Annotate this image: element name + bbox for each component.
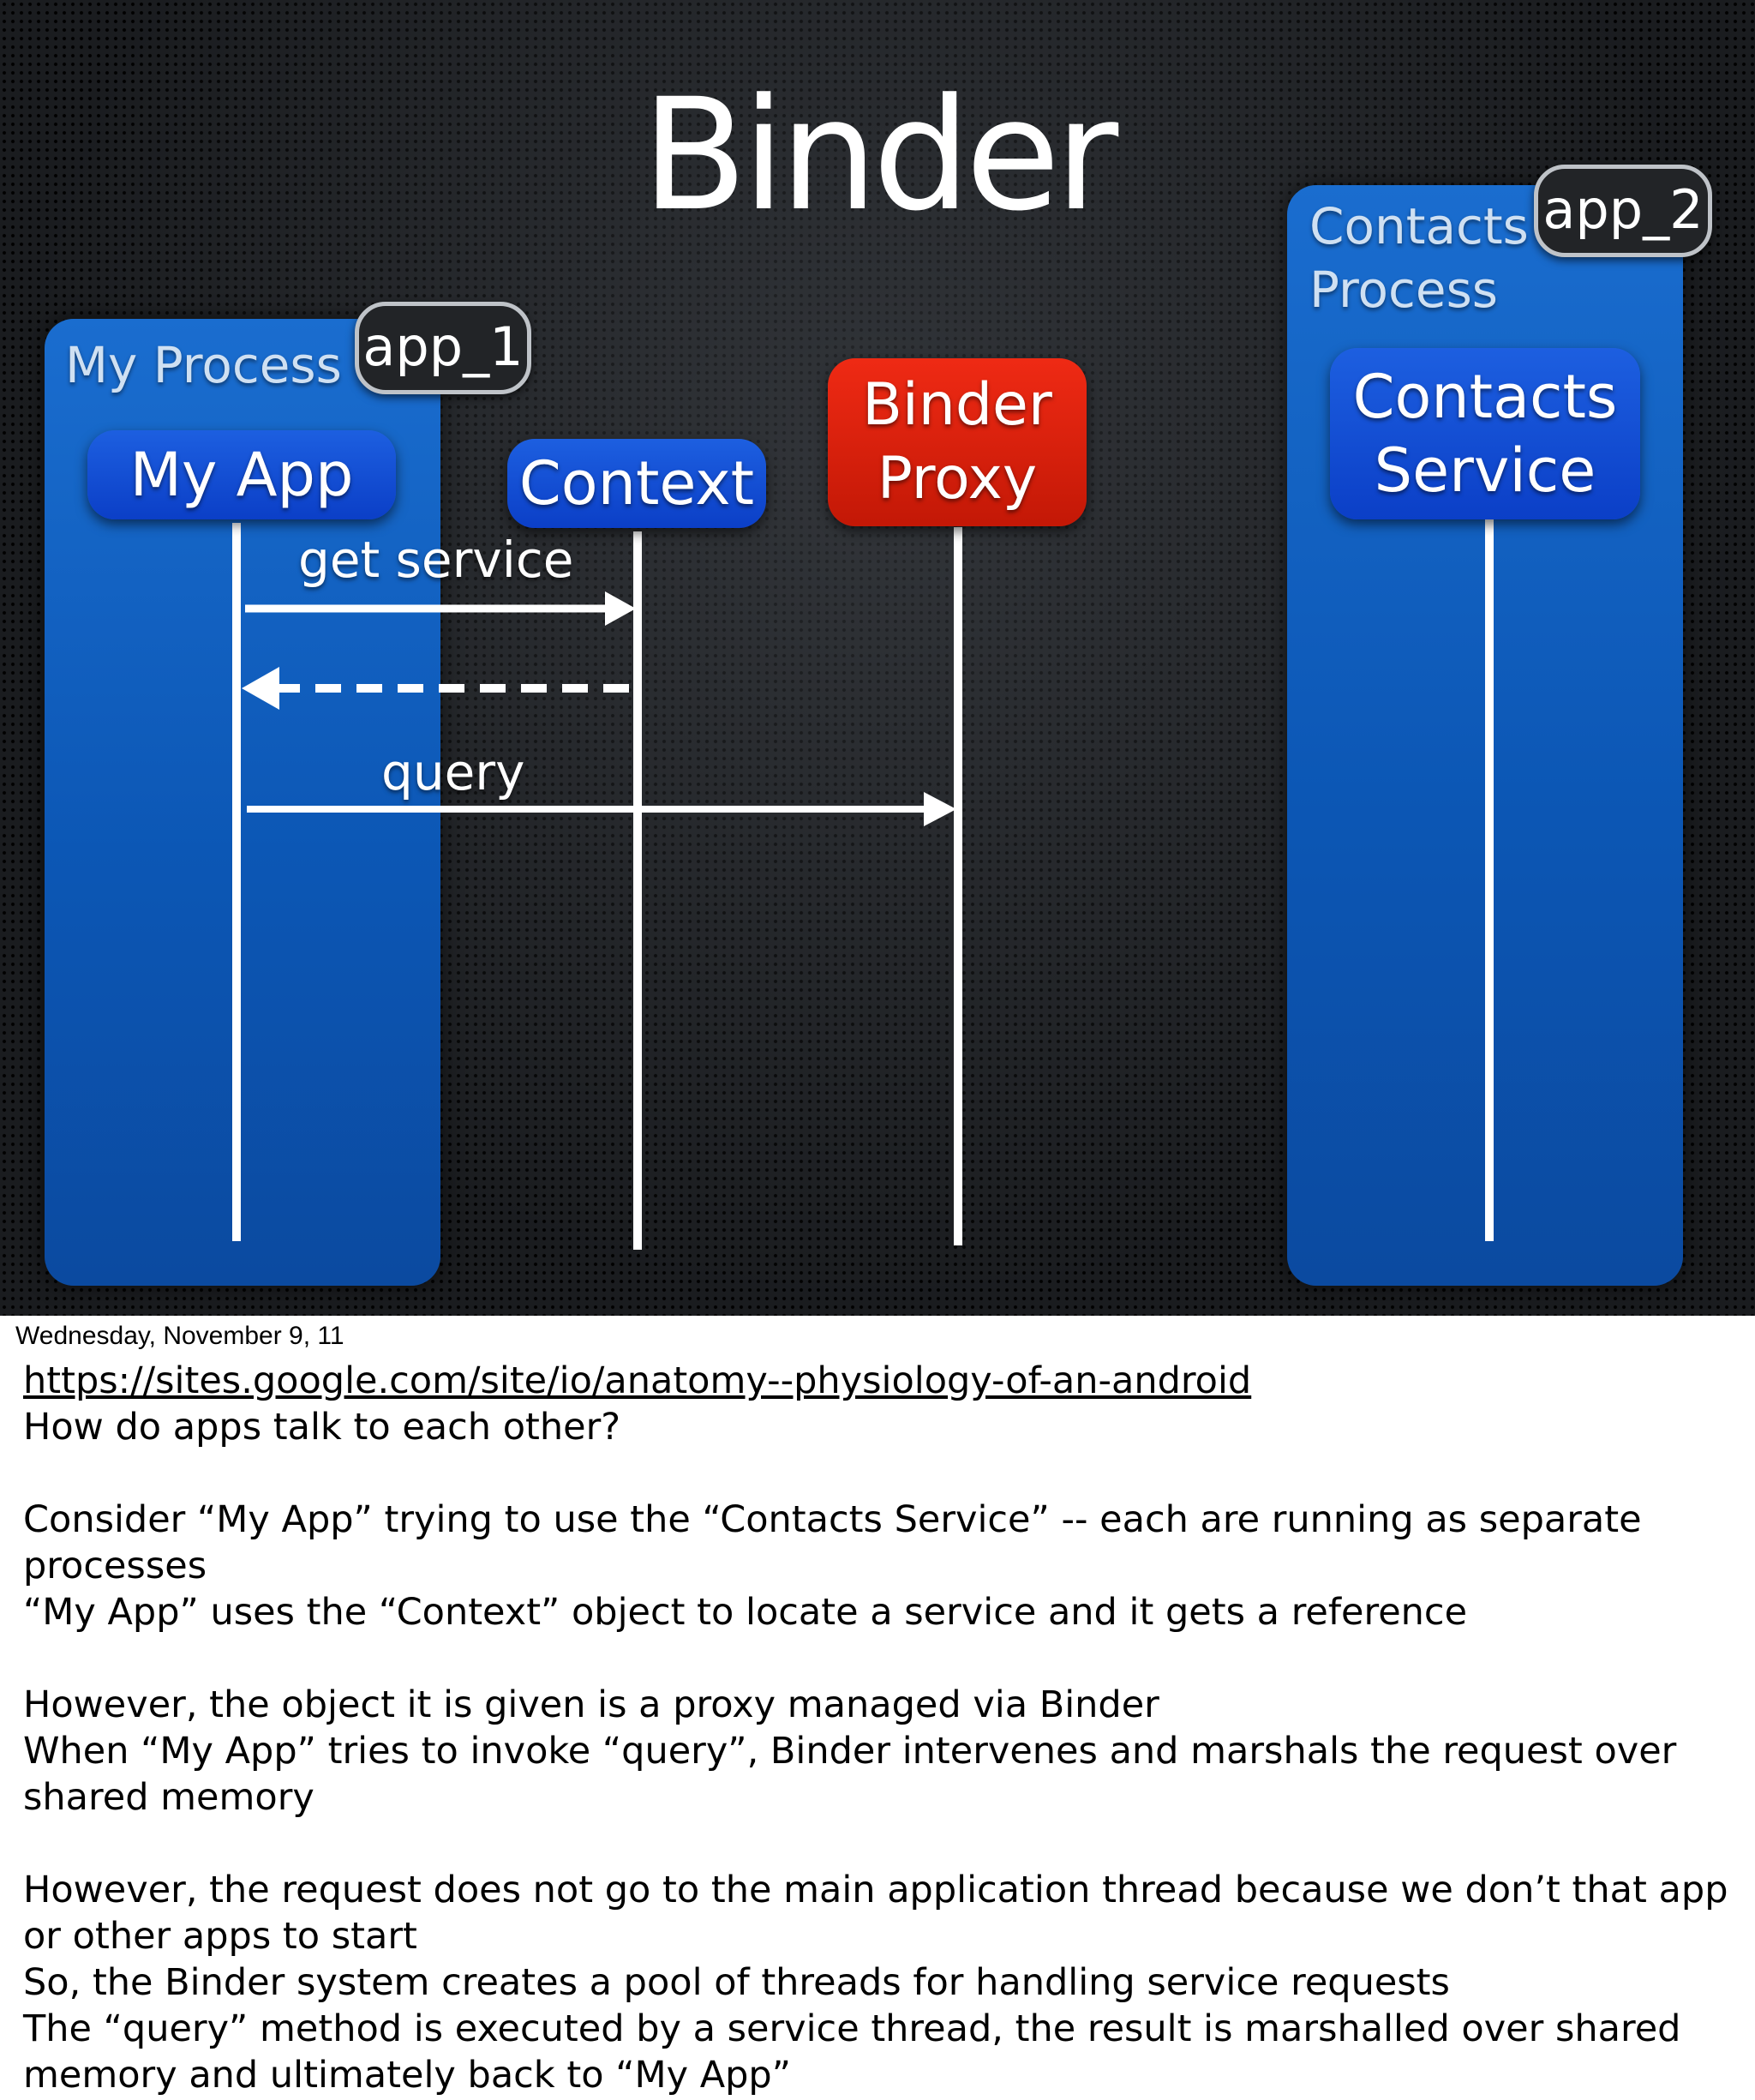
contacts-service-label-line1: Contacts [1352, 362, 1618, 432]
contacts-process-label-line1: Contacts [1309, 197, 1529, 255]
my-app-label: My App [129, 440, 354, 510]
presenter-notes [23, 1358, 1746, 2098]
note-line: How do apps talk to each other? [23, 1406, 621, 1449]
contacts-service-label-line2: Service [1374, 435, 1596, 506]
query-arrow [247, 792, 956, 826]
contacts-process-label-line2: Process [1309, 261, 1499, 319]
note-line: However, the object it is given is a proxy managed via Binder [23, 1683, 1159, 1726]
note-line: So, the Binder system creates a pool of threads for handling service requests [23, 1961, 1450, 2004]
app-2-badge: app_2 [1534, 165, 1712, 257]
get-service-label: get service [298, 531, 574, 589]
notes-link[interactable]: https://sites.google.com/site/io/anatomy--physiology-of-an-android [23, 1359, 1252, 1402]
get-service-arrow [245, 591, 636, 626]
my-process-label: My Process [65, 336, 342, 394]
app-1-badge: app_1 [355, 302, 531, 394]
context-label: Context [518, 448, 755, 519]
note-line [23, 1821, 1746, 1867]
binder-proxy-label-line1: Binder [862, 371, 1052, 439]
slide-date: Wednesday, November 9, 11 [15, 1322, 344, 1350]
note-line: Consider “My App” trying to use the “Contacts Service” -- each are running as separate processes [23, 1498, 1642, 1587]
note-line [23, 1450, 1746, 1497]
slide-title: Binder [641, 66, 1114, 245]
note-line: The “query” method is executed by a service thread, the result is marshalled over shared memory and ultimately back to “My App” [23, 2007, 1681, 2097]
binder-proxy-label-line2: Proxy [877, 445, 1038, 513]
query-label: query [381, 743, 525, 801]
note-line: However, the request does not go to the main application thread because we don’t that app or other apps to start [23, 1869, 1728, 1958]
note-line: “My App” uses the “Context” object to locate a service and it gets a reference [23, 1591, 1468, 1634]
note-line [23, 1635, 1746, 1682]
reference-return-arrow [242, 667, 629, 710]
note-line: When “My App” tries to invoke “query”, Binder intervenes and marshals the request over shared memory [23, 1730, 1677, 1819]
